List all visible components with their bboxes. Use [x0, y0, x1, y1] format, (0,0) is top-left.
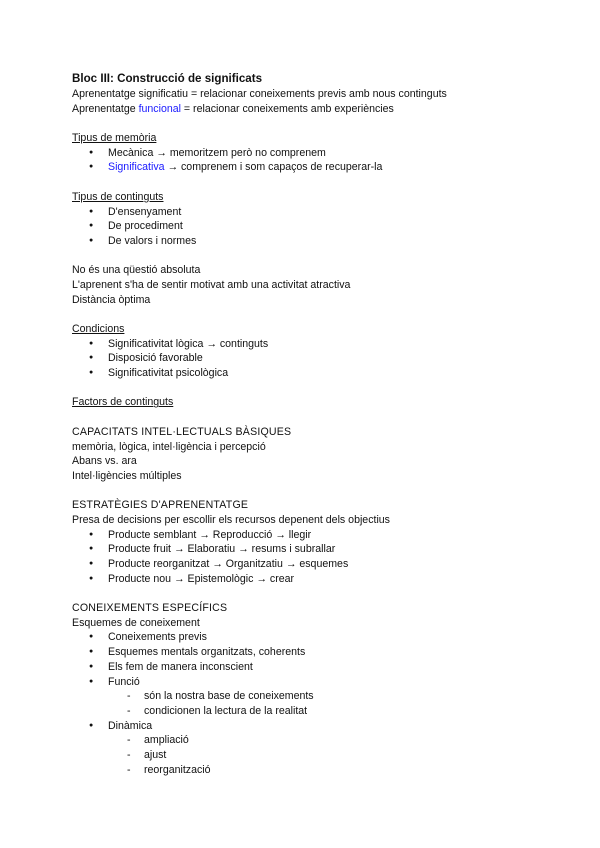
list-item: ● D'ensenyament [72, 205, 572, 220]
list-item: ● De valors i normes [72, 234, 572, 249]
page-title: Bloc III: Construcció de significats [72, 72, 263, 85]
list-item: ● Dinàmica [72, 719, 572, 734]
list-item: ● Producte nou → Epistemològic → crear [72, 572, 572, 587]
list-item: ● Coneixements previs [72, 630, 572, 645]
note-line: Distància òptima [72, 293, 151, 306]
text-line: Intel·ligències múltiples [72, 469, 182, 482]
sub-list-item: - condicionen la lectura de la realitat [72, 704, 572, 719]
section-heading-condicions: Condicions [72, 323, 125, 335]
list-item: ● Significativa → comprenem i som capaços de recuperar-la [72, 160, 572, 175]
section-heading-factors: Factors de continguts [72, 396, 174, 409]
note-line: No és una qüestió absoluta [72, 264, 201, 277]
list-item: ● Producte reorganitzat → Organitzatiu → esquemes [72, 557, 572, 572]
sub-list-item: - són la nostra base de coneixements [72, 689, 572, 704]
list-item: ● Producte fruit → Elaboratiu → resums i subrallar [72, 542, 572, 557]
list-item: ● Els fem de manera inconscient [72, 660, 572, 675]
highlight-funcional: funcional [138, 102, 181, 115]
text-line: Esquemes de coneixement [72, 616, 200, 629]
list-item: ● Producte semblant → Reproducció → llegir [72, 528, 572, 543]
intro-line-1: Aprenentatge significatiu = relacionar coneixements previs amb nous continguts [72, 88, 447, 100]
list-item: ● Esquemes mentals organitzats, coherents [72, 645, 572, 660]
intro-line-2: Aprenentatge funcional = relacionar coneixements amb experiències [72, 102, 394, 115]
highlight-significativa: Significativa [108, 161, 165, 174]
list-item: ● Significativitat lògica → continguts [72, 337, 572, 352]
list-item: ● Disposició favorable [72, 351, 572, 366]
document-page [72, 71, 572, 777]
list-item: ● Significativitat psicològica [72, 366, 572, 381]
sub-list-item: - ampliació [72, 733, 572, 748]
sub-list-item: - ajust [72, 748, 572, 763]
list-item: ● De procediment [72, 219, 572, 234]
list-item: ● Mecànica → memoritzem però no comprenem [72, 146, 572, 161]
text-line: memòria, lògica, intel·ligència i percepció [72, 440, 266, 453]
list-item: ● Funció [72, 675, 572, 690]
subsection-heading-capacitats: CAPACITATS INTEL·LECTUALS BÀSIQUES [72, 425, 292, 438]
subsection-heading-estrategies: ESTRATÈGIES D'APRENENTATGE [72, 499, 249, 512]
text-line: Abans vs. ara [72, 455, 137, 468]
section-heading-continguts: Tipus de continguts [72, 190, 164, 203]
sub-list-item: - reorganització [72, 763, 572, 778]
note-line: L'aprenent s'ha de sentir motivat amb una activitat atractiva [72, 278, 351, 291]
subsection-heading-especifics: CONEIXEMENTS ESPECÍFICS [72, 602, 228, 615]
text-line: Presa de decisions per escollir els recursos depenent dels objectius [72, 513, 390, 526]
section-heading-memoria: Tipus de memòria [72, 132, 157, 145]
